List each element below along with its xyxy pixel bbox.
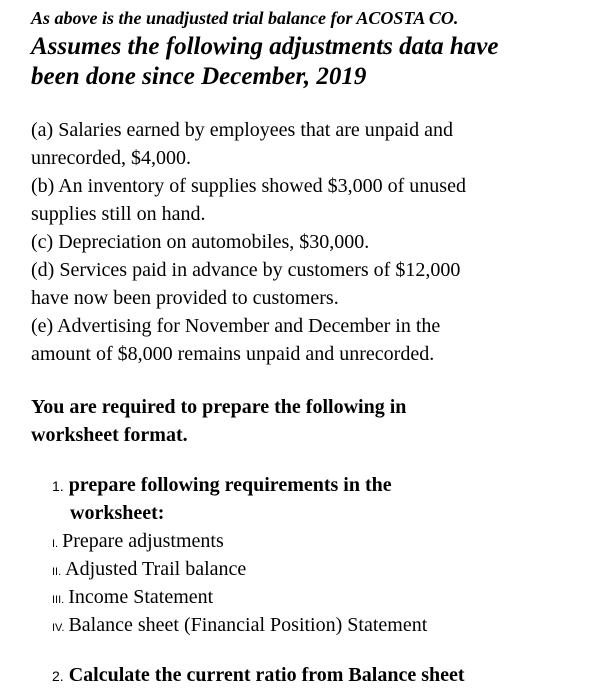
task-2 xyxy=(52,664,465,687)
subitem-2 xyxy=(52,558,246,581)
task-2-number: 2. xyxy=(52,668,64,684)
subitem-1 xyxy=(52,530,224,553)
task-1-line-1: prepare following requirements in the xyxy=(68,474,392,496)
subitem-1-numeral: I. xyxy=(52,538,59,550)
task-1-number: 1. xyxy=(52,478,64,494)
adjustment-a-line-1: (a) Salaries earned by employees that are unpaid and xyxy=(31,119,454,141)
task-2-text: Calculate the current ratio from Balance sheet xyxy=(68,664,465,686)
adjustment-b-line-1: (b) An inventory of supplies showed $3,000 of unused xyxy=(31,175,466,197)
subitem-4-numeral: IV. xyxy=(52,622,65,634)
adjustment-e-line-1: (e) Advertising for November and December in the xyxy=(31,315,441,337)
subitem-3-numeral: III. xyxy=(52,594,65,606)
subitem-3-text: Income Statement xyxy=(68,586,214,608)
requirement-line-1: You are required to prepare the following in xyxy=(31,396,407,418)
subitem-2-text: Adjusted Trail balance xyxy=(65,558,247,580)
adjustment-c-line: (c) Depreciation on automobiles, $30,000. xyxy=(31,231,370,253)
adjustment-b-line-2: supplies still on hand. xyxy=(31,203,206,225)
subitem-2-numeral: II. xyxy=(52,566,62,578)
subitem-4 xyxy=(52,614,427,637)
requirement-line-2: worksheet format. xyxy=(31,424,188,446)
adjustment-e-line-2: amount of $8,000 remains unpaid and unrecorded. xyxy=(31,343,435,365)
subitem-3 xyxy=(52,586,213,609)
subitem-4-text: Balance sheet (Financial Position) Statement xyxy=(68,614,428,636)
adjustment-d-line-1: (d) Services paid in advance by customers of $12,000 xyxy=(31,259,461,281)
heading-line-1: Assumes the following adjustments data have xyxy=(31,33,499,60)
task-1 xyxy=(52,474,392,497)
intro-line: As above is the unadjusted trial balance for ACOSTA CO. xyxy=(31,8,459,28)
heading-line-2: been done since December, 2019 xyxy=(31,63,367,90)
subitem-1-text: Prepare adjustments xyxy=(62,530,224,552)
task-1-line-2: worksheet: xyxy=(70,502,165,524)
adjustment-a-line-2: unrecorded, $4,000. xyxy=(31,147,191,169)
adjustment-d-line-2: have now been provided to customers. xyxy=(31,287,339,309)
